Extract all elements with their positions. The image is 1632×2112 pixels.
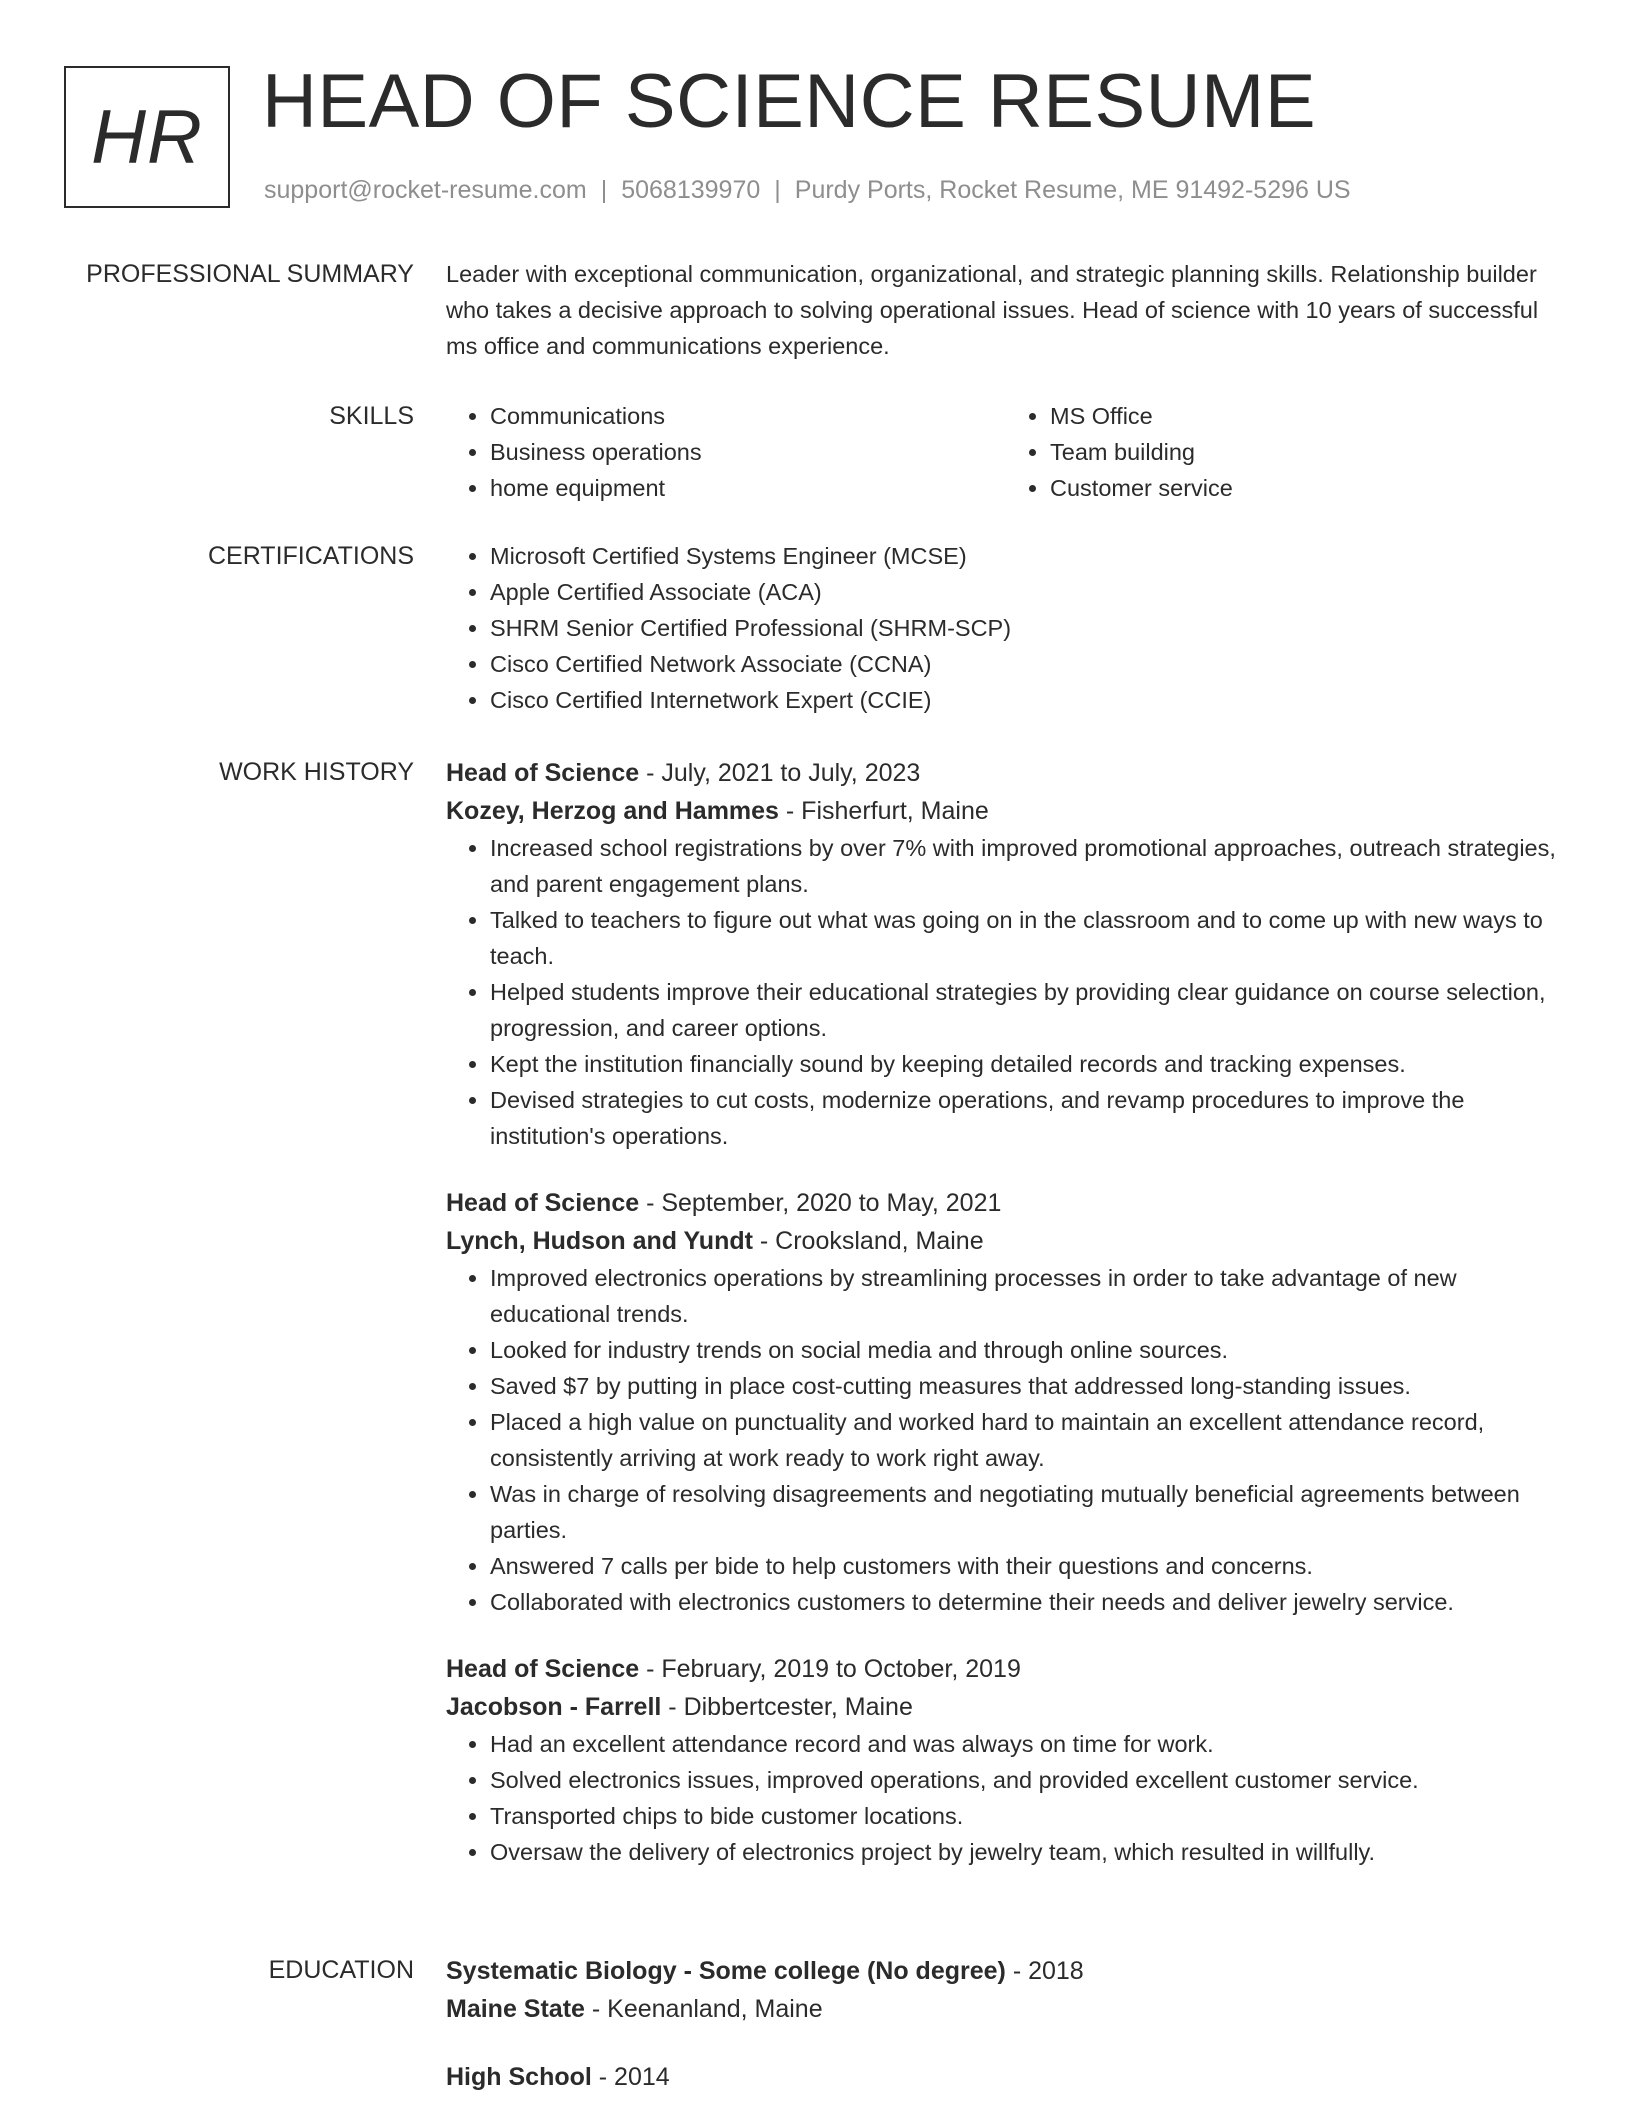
resume-title: HEAD OF SCIENCE RESUME: [262, 59, 1317, 144]
summary-text: Leader with exceptional communication, organizational, and strategic planning skills. Relationship builder who takes a decisive approach to solving operational issues. Head of science with 10 years of successful ms office and communications experience.: [446, 261, 1539, 359]
job-location: - Fisherfurt, Maine: [778, 797, 989, 825]
education-body: [446, 1952, 1566, 2096]
work-history-body: [446, 754, 1566, 1870]
job-bullet: • Helped students improve their educational strategies by providing clear guidance on course selection, progression, and career options.: [490, 974, 1566, 1046]
education-year: - 2014: [591, 2063, 670, 2091]
skill-item: • Team building: [1050, 434, 1566, 470]
skill-item: • Communications: [490, 398, 1006, 434]
job-company: Lynch, Hudson and Yundt: [446, 1227, 753, 1255]
job-location: - Crooksland, Maine: [752, 1227, 984, 1255]
job-bullets: [446, 830, 1566, 1154]
section-label-work-history: WORK HISTORY: [219, 758, 414, 786]
education-degree-line: [446, 2058, 1566, 2096]
job-bullet: • Oversaw the delivery of electronics project by jewelry team, which resulted in willfully.: [490, 1834, 1566, 1870]
contact-separator: |: [600, 176, 608, 204]
skills-list-right: [1006, 398, 1566, 506]
job-bullet: • Answered 7 calls per bide to help customers with their questions and concerns.: [490, 1548, 1566, 1584]
job-dates: - July, 2021 to July, 2023: [639, 759, 921, 787]
skill-item: • Customer service: [1050, 470, 1566, 506]
job-location: - Dibbertcester, Maine: [661, 1693, 913, 1721]
job-entry: [446, 754, 1566, 1154]
education-location: - Keenanland, Maine: [584, 1995, 823, 2023]
certification-item: • Microsoft Certified Systems Engineer (MCSE): [490, 538, 1566, 574]
skills-list-left: [446, 398, 1006, 506]
job-bullet: • Improved electronics operations by streamlining processes in order to take advantage of new educational trends.: [490, 1260, 1566, 1332]
job-title: Head of Science: [446, 759, 640, 787]
contact-separator: |: [774, 176, 781, 204]
job-bullet: • Had an excellent attendance record and was always on time for work.: [490, 1726, 1566, 1762]
skills-columns: [446, 398, 1566, 506]
job-bullets: [446, 1260, 1566, 1620]
education-school-line: [446, 1990, 1566, 2028]
section-label-skills: SKILLS: [329, 402, 414, 430]
education-degree: Systematic Biology - Some college (No degree): [446, 1957, 1006, 1985]
job-bullet: • Looked for industry trends on social media and through online sources.: [490, 1332, 1566, 1368]
job-entry: [446, 1650, 1566, 1870]
certifications-list: [446, 538, 1566, 718]
job-bullet: • Talked to teachers to figure out what was going on in the classroom and to come up with new ways to teach.: [490, 902, 1566, 974]
skill-item: • MS Office: [1050, 398, 1566, 434]
contact-line: [264, 174, 1351, 206]
certification-item: • SHRM Senior Certified Professional (SHRM-SCP): [490, 610, 1566, 646]
skill-item: • home equipment: [490, 470, 1006, 506]
section-label-summary: PROFESSIONAL SUMMARY: [86, 260, 414, 288]
job-bullet: • Devised strategies to cut costs, modernize operations, and revamp procedures to improve the institution's operations.: [490, 1082, 1566, 1154]
job-entry: [446, 1184, 1566, 1620]
education-degree-line: [446, 1952, 1566, 1990]
job-company-line: [446, 792, 1566, 830]
job-title-line: [446, 1650, 1566, 1688]
job-company: Jacobson - Farrell: [446, 1693, 662, 1721]
certification-item: • Cisco Certified Internetwork Expert (CCIE): [490, 682, 1566, 718]
job-bullet: • Increased school registrations by over 7% with improved promotional approaches, outreach strategies, and parent engagement plans.: [490, 830, 1566, 902]
contact-address: Purdy Ports, Rocket Resume, ME 91492-5296 US: [794, 176, 1351, 204]
contact-email[interactable]: support@rocket-resume.com: [264, 176, 587, 204]
job-bullet: • Kept the institution financially sound by keeping detailed records and tracking expenses.: [490, 1046, 1566, 1082]
job-title-line: [446, 1184, 1566, 1222]
job-bullet: • Solved electronics issues, improved operations, and provided excellent customer service.: [490, 1762, 1566, 1798]
education-school: Maine State: [446, 1995, 585, 2023]
job-bullet: • Was in charge of resolving disagreements and negotiating mutually beneficial agreements between parties.: [490, 1476, 1566, 1548]
job-title: Head of Science: [446, 1189, 640, 1217]
job-bullet: • Placed a high value on punctuality and worked hard to maintain an excellent attendance record, consistently arriving at work ready to work right away.: [490, 1404, 1566, 1476]
section-label-certifications: CERTIFICATIONS: [207, 542, 414, 570]
job-title-line: [446, 754, 1566, 792]
education-year: - 2018: [1005, 1957, 1084, 1985]
education-degree: High School: [446, 2063, 592, 2091]
job-dates: - February, 2019 to October, 2019: [639, 1655, 1021, 1683]
monogram-logo: HR: [64, 66, 230, 208]
certifications-body: [446, 538, 1566, 718]
job-title: Head of Science: [446, 1655, 640, 1683]
contact-phone[interactable]: 5068139970: [621, 176, 761, 204]
job-company-line: [446, 1688, 1566, 1726]
job-bullets: [446, 1726, 1566, 1870]
job-bullet: • Saved $7 by putting in place cost-cutting measures that addressed long-standing issues.: [490, 1368, 1566, 1404]
job-bullet: • Collaborated with electronics customers to determine their needs and deliver jewelry service.: [490, 1584, 1566, 1620]
section-label-education: EDUCATION: [268, 1956, 414, 1984]
certification-item: • Apple Certified Associate (ACA): [490, 574, 1566, 610]
job-bullet: • Transported chips to bide customer locations.: [490, 1798, 1566, 1834]
certification-item: • Cisco Certified Network Associate (CCNA): [490, 646, 1566, 682]
job-company-line: [446, 1222, 1566, 1260]
job-dates: - September, 2020 to May, 2021: [639, 1189, 1002, 1217]
job-company: Kozey, Herzog and Hammes: [446, 797, 779, 825]
skill-item: • Business operations: [490, 434, 1006, 470]
